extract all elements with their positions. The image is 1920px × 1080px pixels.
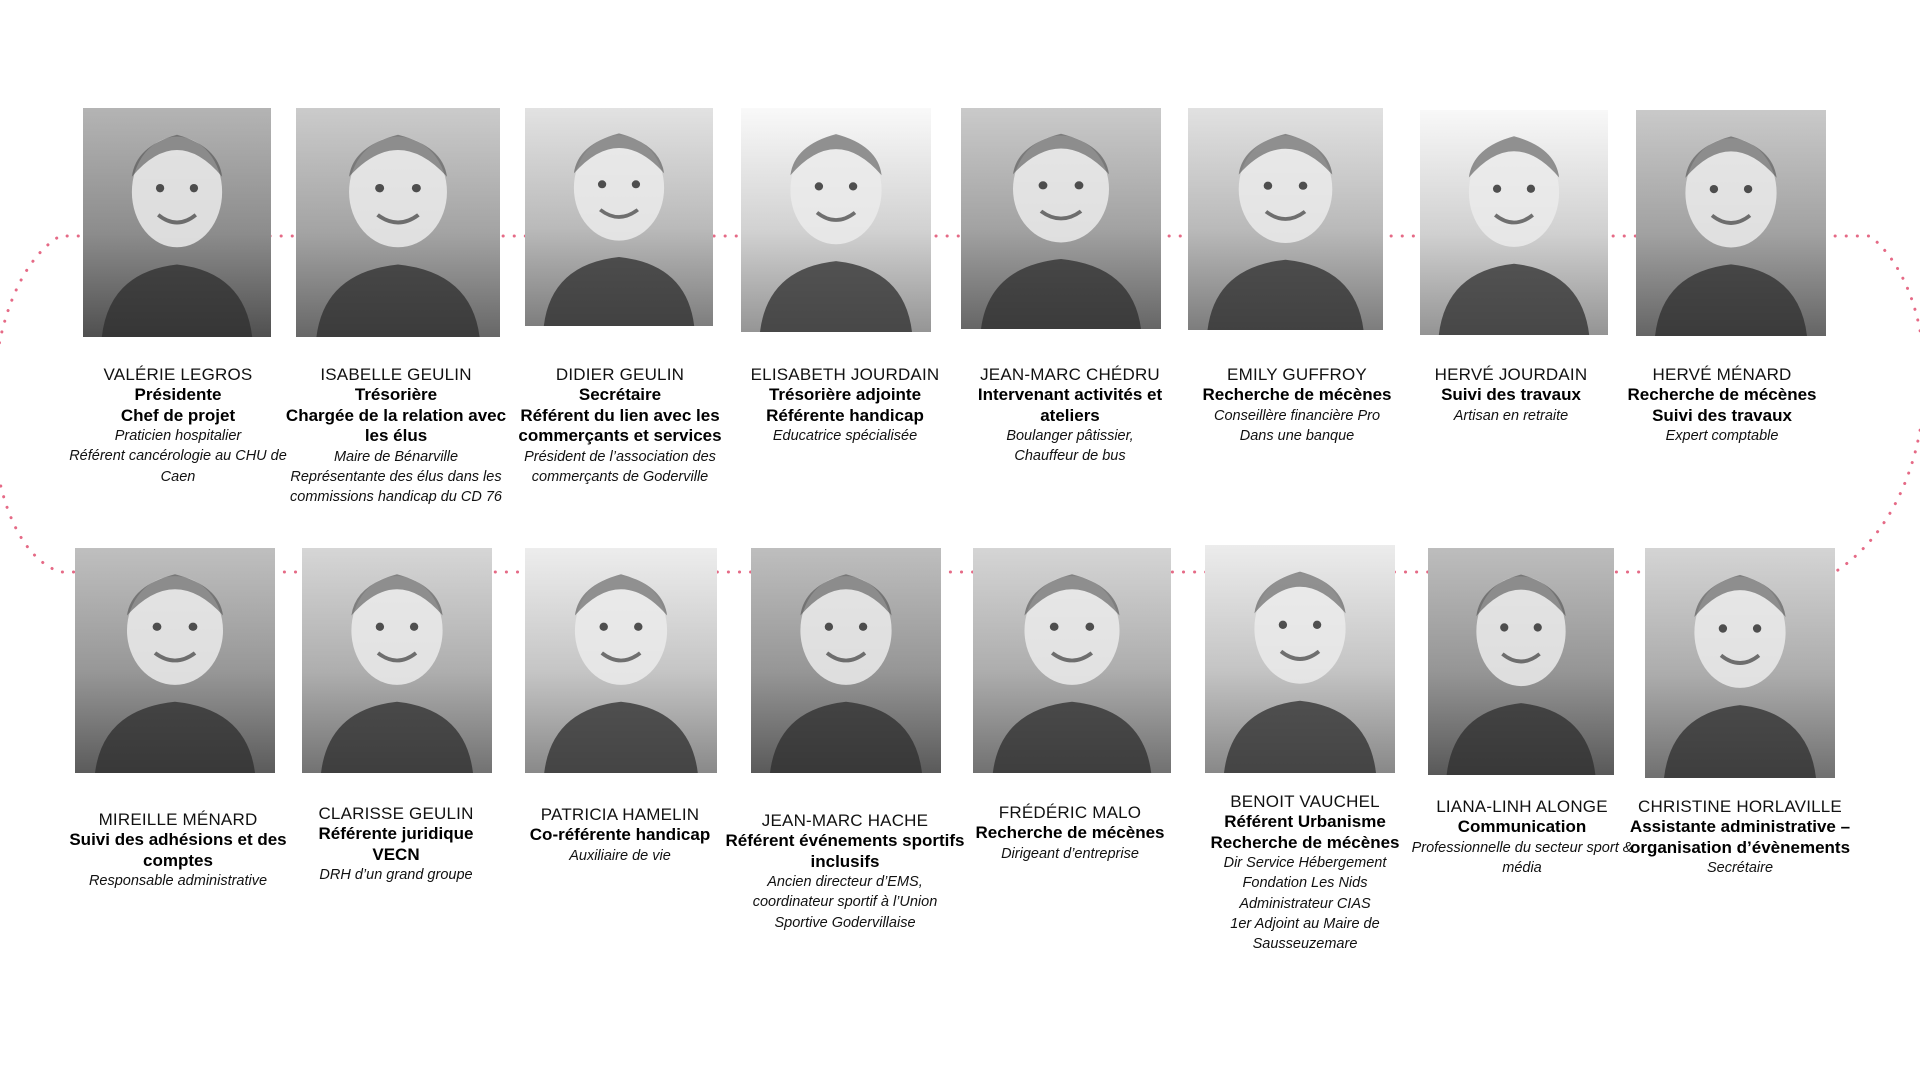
member-caption bbox=[1620, 797, 1860, 878]
member-caption bbox=[950, 803, 1190, 864]
member-name: ISABELLE GEULIN bbox=[320, 365, 472, 384]
member-role: Intervenant activités et ateliers bbox=[977, 385, 1163, 425]
member-name: JEAN-MARC CHÉDRU bbox=[980, 365, 1160, 384]
portrait-photo bbox=[741, 108, 931, 332]
member-name: CLARISSE GEULIN bbox=[318, 804, 474, 823]
member-role: Recherche de mécènes bbox=[1627, 385, 1817, 405]
member-role: Recherche de mécènes bbox=[1202, 385, 1392, 405]
member-name: BENOIT VAUCHEL bbox=[1230, 792, 1380, 811]
member-role: Référente juridique bbox=[318, 824, 474, 844]
member-caption bbox=[58, 365, 298, 487]
member-caption bbox=[1391, 365, 1631, 426]
member-role: Recherche de mécènes bbox=[975, 823, 1165, 843]
member-caption bbox=[500, 365, 740, 487]
member-role: Recherche de mécènes bbox=[1210, 832, 1400, 852]
member-name: FRÉDÉRIC MALO bbox=[998, 803, 1142, 822]
portrait-photo bbox=[1205, 545, 1395, 773]
portrait-photo bbox=[525, 548, 717, 773]
member-name: MIREILLE MÉNARD bbox=[98, 810, 258, 829]
member-caption bbox=[276, 365, 516, 507]
member-detail: Boulanger pâtissier, bbox=[1006, 428, 1134, 445]
member-role: Chargée de la relation avec les élus bbox=[285, 405, 507, 446]
member-role: Suivi des travaux bbox=[1652, 405, 1792, 425]
member-role: Suivi des adhésions et des comptes bbox=[69, 830, 287, 870]
member-detail: 1er Adjoint au Maire de Sausseuzemare bbox=[1230, 916, 1380, 953]
member-role: Secrétaire bbox=[578, 385, 662, 405]
member-detail: Secrétaire bbox=[1706, 860, 1774, 877]
member-name: HERVÉ MÉNARD bbox=[1652, 365, 1792, 384]
member-caption bbox=[1185, 792, 1425, 955]
member-detail: Conseillère financière Pro bbox=[1213, 407, 1381, 424]
member-caption bbox=[58, 810, 298, 891]
member-detail: Educatrice spécialisée bbox=[772, 428, 918, 445]
portrait-photo bbox=[296, 108, 500, 337]
member-detail: DRH d’un grand groupe bbox=[319, 867, 473, 884]
member-role: Référent Urbanisme bbox=[1224, 812, 1386, 832]
member-role: Co-référente handicap bbox=[529, 825, 711, 845]
member-role: Référente handicap bbox=[766, 405, 924, 425]
member-name: DIDIER GEULIN bbox=[555, 365, 685, 384]
portrait-photo bbox=[1188, 108, 1383, 330]
member-detail: Dirigeant d’entreprise bbox=[1001, 845, 1139, 862]
member-caption bbox=[725, 365, 965, 446]
member-role: Suivi des travaux bbox=[1441, 385, 1581, 405]
portrait-photo bbox=[75, 548, 275, 773]
member-detail: Référent cancérologie au CHU de Caen bbox=[69, 448, 287, 485]
member-role: Trésorière adjointe bbox=[768, 385, 922, 405]
portrait-photo bbox=[1645, 548, 1835, 778]
member-detail: Fondation Les Nids bbox=[1242, 875, 1368, 892]
member-detail: Artisan en retraite bbox=[1453, 407, 1569, 424]
portrait-photo bbox=[961, 108, 1161, 329]
member-name: PATRICIA HAMELIN bbox=[540, 805, 700, 824]
member-detail: Auxiliaire de vie bbox=[569, 847, 671, 864]
member-role: Communication bbox=[1457, 817, 1587, 837]
member-role: Référent du lien avec les commerçants et services bbox=[518, 405, 722, 446]
member-caption bbox=[950, 365, 1190, 467]
member-role: Présidente bbox=[134, 385, 222, 405]
member-name: ELISABETH JOURDAIN bbox=[750, 365, 940, 384]
member-name: LIANA-LINH ALONGE bbox=[1436, 797, 1608, 816]
member-detail: Maire de Bénarville bbox=[333, 448, 459, 465]
member-detail: Administrateur CIAS bbox=[1239, 895, 1371, 912]
member-detail: Représentante des élus dans les commissions handicap du CD 76 bbox=[290, 468, 502, 506]
portrait-photo bbox=[83, 108, 271, 337]
member-caption bbox=[725, 811, 965, 933]
member-detail: Responsable administrative bbox=[88, 873, 268, 890]
member-caption bbox=[276, 804, 516, 885]
member-detail: Expert comptable bbox=[1665, 428, 1779, 445]
member-detail: Président de l’association des commerçants de Goderville bbox=[524, 448, 716, 485]
portrait-photo bbox=[302, 548, 492, 773]
member-detail: Praticien hospitalier bbox=[114, 428, 242, 445]
member-name: VALÉRIE LEGROS bbox=[103, 365, 253, 384]
member-detail: Dans une banque bbox=[1239, 428, 1355, 445]
member-role: Référent événements sportifs inclusifs bbox=[725, 831, 965, 871]
portrait-photo bbox=[1636, 110, 1826, 336]
member-detail: Dir Service Hébergement bbox=[1223, 855, 1387, 872]
portrait-photo bbox=[1420, 110, 1608, 335]
member-name: JEAN-MARC HACHE bbox=[761, 811, 929, 830]
member-name: EMILY GUFFROY bbox=[1227, 365, 1367, 384]
member-caption bbox=[1177, 365, 1417, 446]
portrait-photo bbox=[525, 108, 713, 326]
portrait-photo bbox=[751, 548, 941, 773]
member-caption bbox=[500, 805, 740, 866]
member-role: Chef de projet bbox=[120, 405, 236, 425]
member-caption bbox=[1402, 797, 1642, 878]
member-caption bbox=[1602, 365, 1842, 446]
portrait-photo bbox=[973, 548, 1171, 773]
member-detail: Ancien directeur d’EMS, coordinateur sportif à l’Union Sportive Godervillaise bbox=[752, 874, 938, 931]
member-detail: Professionnelle du secteur sport & média bbox=[1411, 839, 1633, 877]
member-name: HERVÉ JOURDAIN bbox=[1434, 365, 1588, 384]
portrait-photo bbox=[1428, 548, 1614, 775]
member-role: VECN bbox=[372, 844, 420, 864]
member-role: Assistante administrative – organisation d’évènements bbox=[1629, 817, 1851, 857]
member-name: CHRISTINE HORLAVILLE bbox=[1638, 797, 1842, 816]
member-detail: Chauffeur de bus bbox=[1014, 448, 1126, 465]
member-role: Trésorière bbox=[354, 385, 438, 405]
